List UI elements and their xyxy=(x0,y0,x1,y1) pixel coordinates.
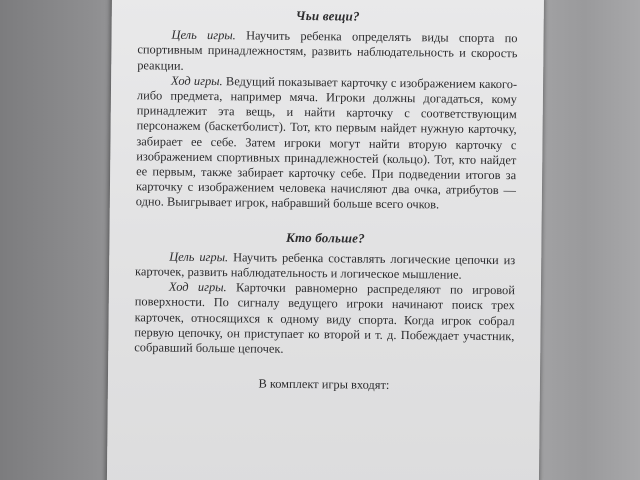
section1-course-label: Ход игры. xyxy=(171,73,223,88)
section2-goal-label: Цель игры. xyxy=(169,249,229,265)
section2-course-label: Ход игры. xyxy=(168,279,227,295)
kit-contents-heading: В комплект игры входят: xyxy=(258,376,390,393)
section2-course-paragraph xyxy=(134,280,515,360)
section1-title: Чьи вещи? xyxy=(295,7,360,24)
section1-goal-text: Научить ребенка определять виды спорта по спортивным принадлежностям, развить наблюдательность и скорость реакции. xyxy=(137,28,518,73)
section2-course-text: Карточки равномерно распределяют по игровой поверхности. По сигналу ведущего игроки начинают поиск трех карточек, относящихся к одному виду спорта. Когда игрок собрал первую цепочку, он приступает ко второй и т. д. Побеждает участник, собравший больше цепочек. xyxy=(134,280,515,356)
paper-sheet xyxy=(107,0,544,480)
background-right xyxy=(530,0,640,480)
section1-course-paragraph xyxy=(136,73,517,214)
section2-goal-paragraph xyxy=(135,249,515,283)
section2-goal-text: Научить ребенка составлять логические цепочки из карточек, развить наблюдательность и логическое мышление. xyxy=(135,250,516,282)
document-content xyxy=(134,6,518,394)
section2-title: Кто больше? xyxy=(285,229,365,246)
section1-course-text: Ведущий показывает карточку с изображением какого-либо предмета, например мяча. Игроки должны догадаться, кому принадлежит эта вещь, и найти карточку с соответствующим персонажем (баскетболист). Тот, кто первым найдет нужную карточку, забирает ее себе. Затем игроки могут найти вторую карточку с изображением спортивных принадлежностей (кольцо). Тот, кто найдет ее первым, также забирает карточку себе. При подведении итогов за карточку с изображением человека начисляют два очка, атрибутов — одно. Выигрывает игрок, набравший больше всего очков. xyxy=(135,74,518,212)
section1-goal-label: Цель игры. xyxy=(171,27,236,43)
section1-goal-paragraph xyxy=(137,27,517,77)
